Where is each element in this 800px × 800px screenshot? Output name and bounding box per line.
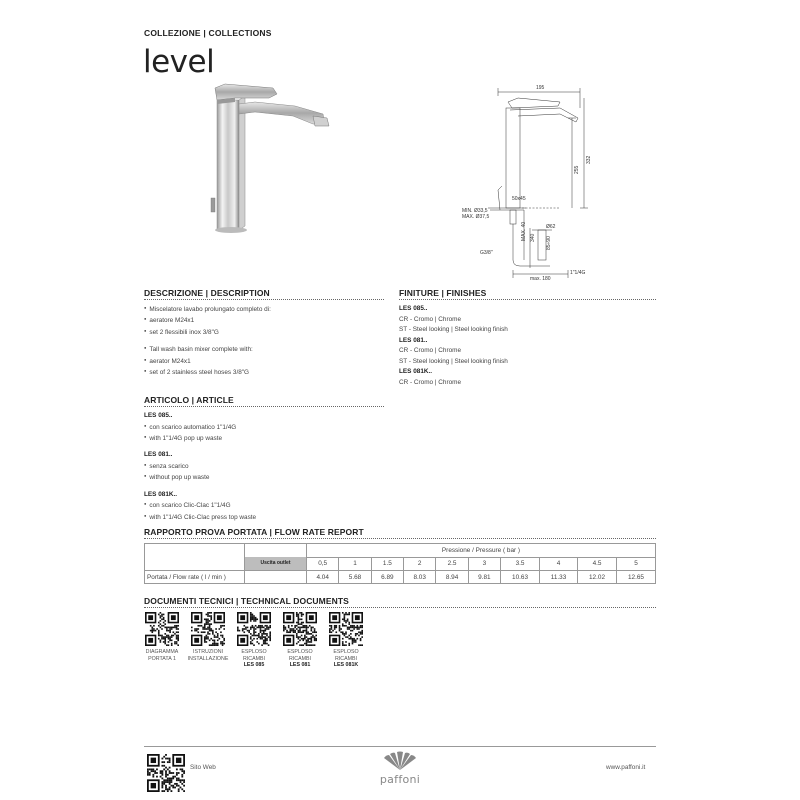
- dim-max: MAX. Ø37,5: [462, 214, 490, 220]
- article-item: ● with 1"1/4G pop up waste: [144, 433, 384, 444]
- website-link[interactable]: www.paffoni.it: [606, 764, 646, 771]
- finishes-rule: [399, 299, 656, 300]
- description-en-line: ● set of 2 stainless steel hoses 3/8"G: [144, 367, 384, 378]
- footer-rule: [144, 746, 656, 747]
- dim-50x45: 50x45: [512, 196, 526, 202]
- flow-heading: RAPPORTO PROVA PORTATA | FLOW RATE REPORT: [144, 527, 364, 537]
- flow-blank-cell: [145, 544, 245, 571]
- article-item: ● con scarico automatico 1"1/4G: [144, 422, 384, 433]
- doc-label: ESPLOSO RICAMBI LES 081: [287, 649, 313, 669]
- description-rule: [144, 299, 384, 300]
- dim-255: 255: [574, 165, 580, 174]
- finish-item: CR - Cromo | Chrome: [399, 347, 462, 354]
- docs-row: [139, 612, 369, 669]
- brand-name: paffoni: [379, 773, 421, 786]
- description-en-line: ● aerator M24x1: [144, 356, 384, 367]
- finish-item: ST - Steel looking | Steel looking finish: [399, 326, 508, 333]
- flow-rate-value: 6.89: [371, 571, 403, 584]
- docs-rule: [144, 607, 656, 608]
- flow-rule: [144, 538, 656, 539]
- article-item: ● with 1"1/4G Clic-Clac press top waste: [144, 512, 384, 523]
- finish-item: ST - Steel looking | Steel looking finish: [399, 357, 508, 365]
- description-en-line: ● Tall wash basin mixer complete with:: [144, 344, 384, 355]
- finishes-body: [399, 304, 656, 388]
- article-code: LES 081..: [144, 451, 173, 459]
- collection-label: COLLEZIONE | COLLECTIONS: [144, 28, 272, 38]
- dim-d62: Ø62: [546, 224, 556, 230]
- paffoni-fan-icon: [380, 752, 420, 770]
- qr-code-icon[interactable]: [237, 612, 271, 646]
- dim-min: MIN. Ø33,5: [462, 208, 488, 214]
- brand-logo: [370, 752, 430, 786]
- doc-item[interactable]: [139, 612, 185, 669]
- pressure-value: 3: [468, 557, 500, 571]
- flow-rate-value: 8.94: [436, 571, 468, 584]
- article-rule: [144, 406, 384, 407]
- pressure-value: 5: [616, 557, 655, 571]
- website-qr-icon[interactable]: [147, 754, 185, 792]
- article-item: ● without pop up waste: [144, 472, 384, 483]
- finish-item: CR - Cromo | Chrome: [399, 378, 462, 386]
- pressure-value: 4.5: [578, 557, 617, 571]
- outlet-label: Uscita outlet: [245, 557, 306, 570]
- flow-table: [144, 543, 656, 584]
- dim-195: 195: [536, 85, 545, 91]
- dim-g114: 1"1/4G: [570, 270, 586, 276]
- pressure-value: 4: [539, 557, 577, 571]
- doc-item[interactable]: [185, 612, 231, 669]
- description-it-line: ● set 2 flessibili inox 3/8"G: [144, 327, 384, 338]
- dim-max40: MAX. 40: [521, 221, 527, 241]
- dim-max180: max. 180: [530, 276, 551, 282]
- doc-label: ISTRUZIONI INSTALLAZIONE: [187, 649, 229, 662]
- flow-rate-value: 9.81: [468, 571, 500, 584]
- site-label: Sito Web: [190, 764, 216, 771]
- doc-label: ESPLOSO RICAMBI LES 085: [241, 649, 267, 669]
- qr-code-icon[interactable]: [145, 612, 179, 646]
- article-heading: ARTICOLO | ARTICLE: [144, 395, 234, 405]
- docs-heading: DOCUMENTI TECNICI | TECHNICAL DOCUMENTS: [144, 596, 349, 606]
- flow-rate-value: 11.33: [539, 571, 577, 584]
- dim-g38: G3/8": [480, 250, 493, 256]
- product-title: level: [143, 44, 215, 80]
- flow-rate-value: 10.63: [501, 571, 540, 584]
- doc-item[interactable]: [323, 612, 369, 669]
- flow-rate-value: 4.04: [307, 571, 339, 584]
- qr-code-icon[interactable]: [283, 612, 317, 646]
- article-code: LES 081K..: [144, 490, 178, 498]
- article-code: LES 085..: [144, 412, 173, 419]
- doc-label: DIAGRAMMA PORTATA 1: [145, 649, 179, 662]
- pressure-value: 2.5: [436, 557, 468, 571]
- pressure-value: 1: [339, 557, 371, 571]
- finish-code: LES 081K..: [399, 368, 433, 375]
- finish-code: LES 085..: [399, 305, 428, 312]
- finish-code: LES 081..: [399, 336, 428, 344]
- flow-rate-value: 12.65: [616, 571, 655, 584]
- finish-item: CR - Cromo | Chrome: [399, 315, 462, 323]
- doc-item[interactable]: [277, 612, 323, 669]
- pressure-value: 0,5: [307, 557, 339, 571]
- flow-outlet-empty: [245, 571, 307, 584]
- dim-340: 340: [530, 233, 536, 242]
- flow-rate-value: 5.68: [339, 571, 371, 584]
- description-body: [144, 304, 384, 379]
- flow-row-label: Portata / Flow rate ( l / min ): [145, 571, 245, 584]
- article-item: ● senza scarico: [144, 461, 384, 472]
- pressure-value: 3.5: [501, 557, 540, 571]
- pressure-value: 2: [404, 557, 436, 571]
- description-it-line: ● Miscelatore lavabo prolungato completo di:: [144, 304, 384, 315]
- article-body: [144, 411, 384, 523]
- flow-rate-value: 8.03: [404, 571, 436, 584]
- doc-item[interactable]: [231, 612, 277, 669]
- description-it-line: ● aeratore M24x1: [144, 315, 384, 326]
- article-item: ● con scarico Clic-Clac 1"1/4G: [144, 500, 384, 511]
- pressure-label: Pressione / Pressure ( bar ): [307, 544, 656, 558]
- faucet-photo: [195, 80, 340, 240]
- dim-85-90: 85÷90: [546, 236, 552, 250]
- dim-332: 332: [586, 155, 592, 164]
- flow-rate-value: 12.02: [578, 571, 617, 584]
- pressure-value: 1.5: [371, 557, 403, 571]
- flow-outlet-cell: [245, 544, 307, 571]
- doc-label: ESPLOSO RICAMBI LES 081K: [333, 649, 359, 669]
- qr-code-icon[interactable]: [191, 612, 225, 646]
- finishes-heading: FINITURE | FINISHES: [399, 288, 487, 298]
- description-heading: DESCRIZIONE | DESCRIPTION: [144, 288, 270, 298]
- technical-drawing: [460, 78, 600, 282]
- qr-code-icon[interactable]: [329, 612, 363, 646]
